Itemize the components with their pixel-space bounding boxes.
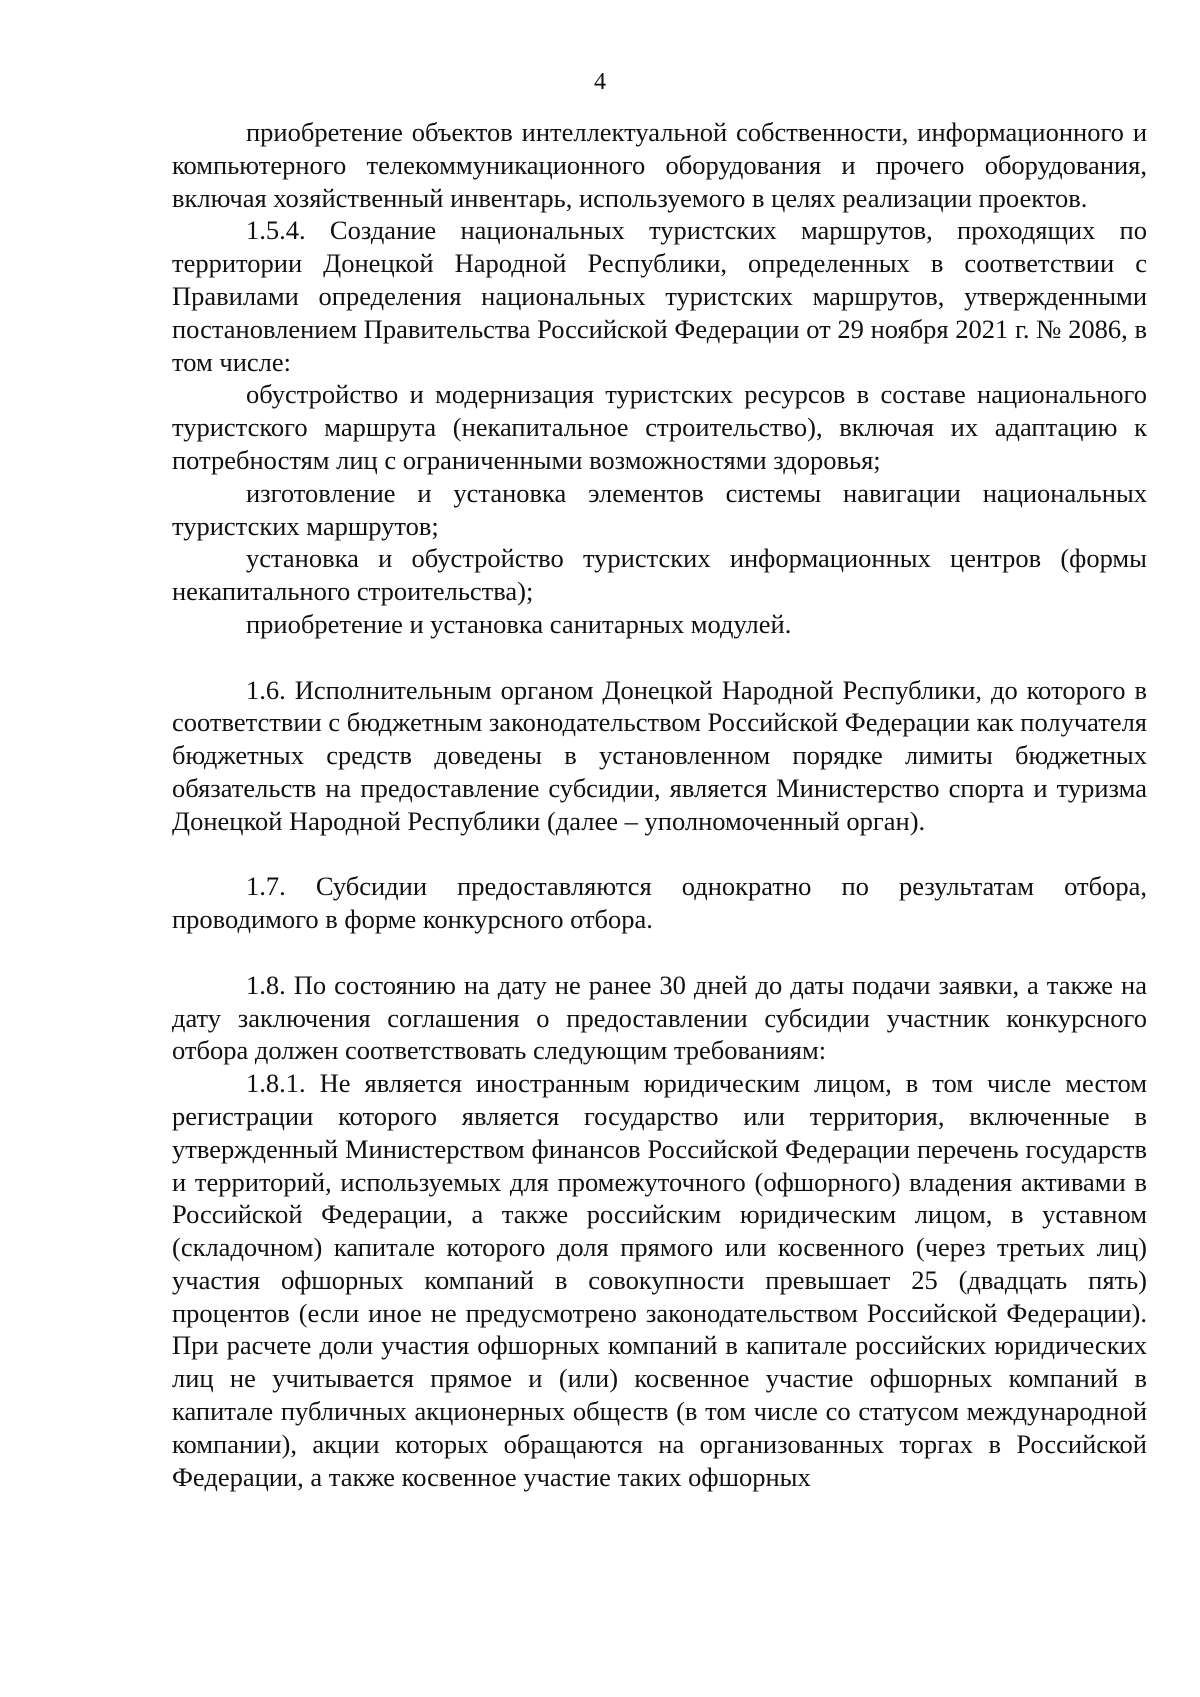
paragraph-1-7: 1.7. Субсидии предоставляются однократно по результатам отбора, проводимого в форме конкурсного отбора. [172,871,1147,935]
document-body [172,116,1147,1493]
paragraph-1-6: 1.6. Исполнительным органом Донецкой Народной Республики, до которого в соответствии с бюджетным законодательством Российской Федерации как получателя бюджетных средств доведены в установленном порядке лимиты бюджетных обязательств на предоставление субсидии, является Министерство спорта и туризма Донецкой Народной Республики (далее – уполномоченный орган). [172,674,1148,836]
paragraph-1-8: 1.8. По состоянию на дату не ранее 30 дней до даты подачи заявки, а также на дату заключения соглашения о предоставлении субсидии участник конкурсного отбора должен соответствовать следующим требованиям: [172,969,1147,1066]
paragraph-navigation-elements: изготовление и установка элементов системы навигации национальных туристских маршрутов; [172,477,1147,541]
paragraph-resources-modernization: обустройство и модернизация туристских ресурсов в составе национального туристского маршрута (некапитальное строительство), включая их адаптацию к потребностям лиц с ограниченными возможностями здоровья; [172,379,1147,475]
page-number: 4 [594,69,606,95]
paragraph-sanitary-modules: приобретение и установка санитарных модулей. [246,608,792,639]
paragraph-equipment-purchase: приобретение объектов интеллектуальной собственности, информационного и компьютерного телекоммуникационного оборудования и прочего оборудования, включая хозяйственный инвентарь, используемого в целях реализации проектов. [172,117,1147,213]
paragraph-1-8-1: 1.8.1. Не является иностранным юридическим лицом, в том числе местом регистрации которого является государство или территория, включенные в утвержденный Министерством финансов Российской Федерации перечень государств и территорий, используемых для промежуточного (офшорного) владения активами в Российской Федерации, а также российским юридическим лицом, в уставном (складочном) капитале которого доля прямого или косвенного (через третьих лиц) участия офшорных компаний в совокупности превышает 25 (двадцать пять) процентов (если иное не предусмотрено законодательством Российской Федерации). При расчете доли участия офшорных компаний в капитале российских юридических лиц не учитывается прямое и (или) косвенное участие офшорных компаний в капитале публичных акционерных обществ (в том числе со статусом международной компании), акции которых обращаются на организованных торгах в Российской Федерации, а также косвенное участие таких офшорных [172,1068,1147,1492]
paragraph-information-centers: установка и обустройство туристских информационных центров (формы некапитального строительства); [172,543,1147,607]
paragraph-1-5-4: 1.5.4. Создание национальных туристских маршрутов, проходящих по территории Донецкой Народной Республики, определенных в соответствии с Правилами определения национальных туристских маршрутов, утвержденными постановлением Правительства Российской Федерации от 29 ноября 2021 г. № 2086, в том числе: [172,215,1147,377]
